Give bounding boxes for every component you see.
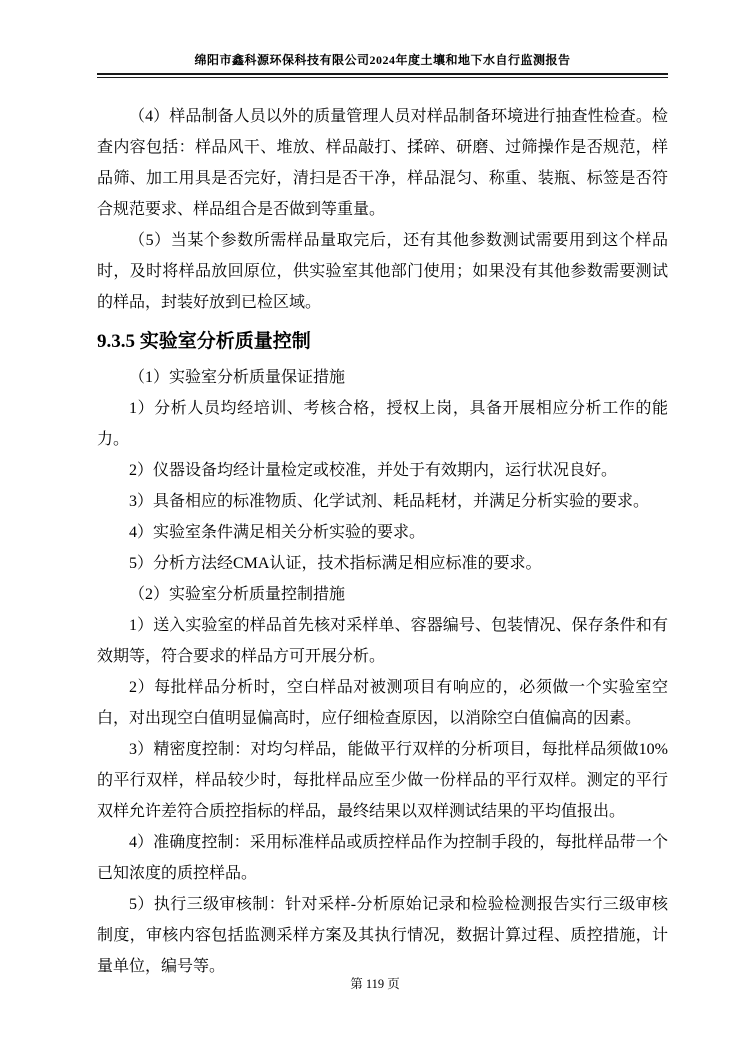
list-item-control-2: 2）每批样品分析时，空白样品对被测项目有响应的，必须做一个实验室空白，对出现空白值明显偏高时，应仔细检查原因，以消除空白值偏高的因素。 — [97, 679, 668, 727]
section-heading-935: 9.3.5 实验室分析质量控制 — [97, 331, 311, 352]
header-title: 绵阳市鑫科源环保科技有限公司2024年度土壤和地下水自行监测报告 — [194, 53, 571, 67]
list-item-assurance-1: 1）分析人员均经培训、考核合格，授权上岗，具备开展相应分析工作的能力。 — [97, 400, 668, 448]
list-item-assurance-4: 4）实验室条件满足相关分析实验的要求。 — [129, 524, 426, 541]
document-body — [97, 101, 668, 982]
header-divider — [97, 73, 668, 78]
body-paragraph-4: （4）样品制备人员以外的质量管理人员对样品制备环境进行抽查性检查。检查内容包括：样品风干、堆放、样品敲打、揉碎、研磨、过筛操作是否规范，样品筛、加工用具是否完好，清扫是否干净，样品混匀、称重、装瓶、标签是否符合规范要求、样品组合是否做到等重量。 — [97, 108, 668, 218]
list-item-assurance-2: 2）仪器设备均经计量检定或校准，并处于有效期内，运行状况良好。 — [129, 462, 618, 479]
list-item-assurance-3: 3）具备相应的标准物质、化学试剂、耗品耗材，并满足分析实验的要求。 — [129, 493, 650, 510]
subsection-label-2: （2）实验室分析质量控制措施 — [129, 586, 346, 603]
page-footer — [0, 974, 750, 992]
list-item-control-1: 1）送入实验室的样品首先核对采样单、容器编号、包装情况、保存条件和有效期等，符合要求的样品方可开展分析。 — [97, 617, 668, 665]
body-paragraph-5: （5）当某个参数所需样品量取完后，还有其他参数测试需要用到这个样品时，及时将样品放回原位，供实验室其他部门使用；如果没有其他参数需要测试的样品，封装好放到已检区域。 — [97, 232, 668, 311]
list-item-control-3: 3）精密度控制：对均匀样品，能做平行双样的分析项目，每批样品须做10%的平行双样，样品较少时，每批样品应至少做一份样品的平行双样。测定的平行双样允许差符合质控指标的样品，最终结果以双样测试结果的平均值报出。 — [97, 741, 668, 820]
subsection-label-1: （1）实验室分析质量保证措施 — [129, 369, 346, 386]
list-item-control-5: 5）执行三级审核制：针对采样-分析原始记录和检验检测报告实行三级审核制度，审核内容包括监测采样方案及其执行情况，数据计算过程、质控措施，计量单位，编号等。 — [97, 896, 668, 975]
list-item-assurance-5: 5）分析方法经CMA认证，技术指标满足相应标准的要求。 — [129, 555, 542, 572]
list-item-control-4: 4）准确度控制：采用标准样品或质控样品作为控制手段的，每批样品带一个已知浓度的质控样品。 — [97, 834, 668, 882]
page-number: 第 119 页 — [350, 977, 400, 991]
page-header — [97, 0, 668, 78]
